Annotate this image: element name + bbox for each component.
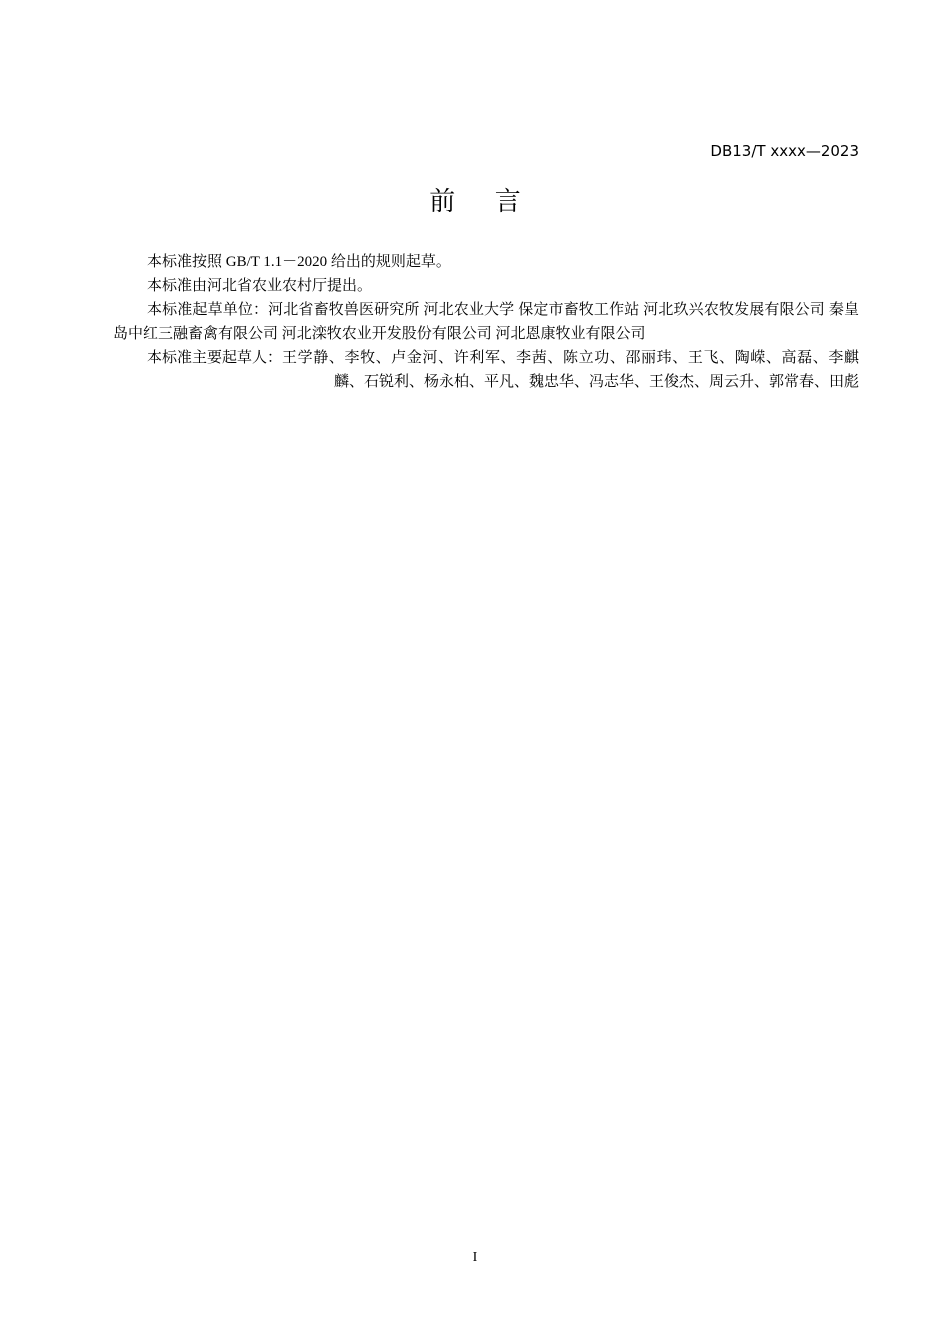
standard-code: DB13/T xxxx—2023 — [710, 142, 859, 160]
proposer-paragraph: 本标准由河北省农业农村厅提出。 — [147, 278, 373, 294]
page-title: 前 言 — [429, 187, 537, 217]
page-number: I — [472, 1250, 478, 1265]
drafters-label: 本标准主要起草人： — [147, 350, 283, 366]
main-drafters-paragraph — [113, 346, 859, 394]
drafting-units-paragraph: 本标准起草单位：河北省畜牧兽医研究所 河北农业大学 保定市畜牧工作站 河北玖兴农牧发展有限公司 秦皇岛中红三融畜禽有限公司 河北滦牧农业开发股份有限公司 河北恩康牧业有限公司 — [113, 302, 859, 342]
foreword-body — [113, 250, 859, 394]
drafters-names: 王学静、李牧、卢金河、许利军、李茜、陈立功、邵丽玮、王飞、陶嵘、高磊、李麒麟、石锐利、杨永柏、平凡、魏忠华、冯志华、王俊杰、周云升、郭常春、田彪 — [282, 350, 859, 390]
drafting-rules-paragraph: 本标准按照 GB/T 1.1－2020 给出的规则起草。 — [147, 254, 451, 270]
